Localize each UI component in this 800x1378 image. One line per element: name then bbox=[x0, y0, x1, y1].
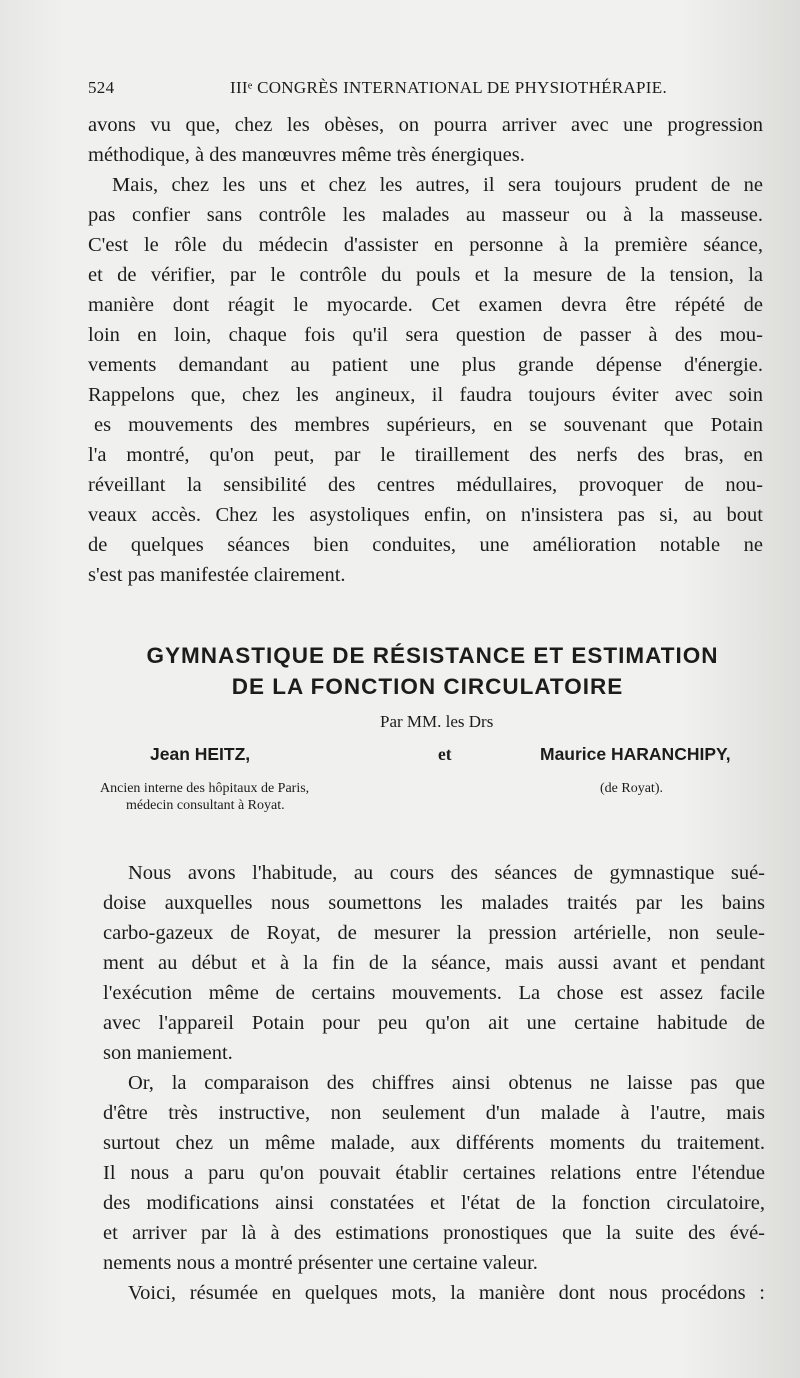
text-line: carbo-gazeux de Royat, de mesurer la pression artérielle, non seule- bbox=[103, 922, 765, 944]
text-line: d'être très instructive, non seulement d'un malade à l'autre, mais bbox=[103, 1102, 765, 1124]
text-line: surtout chez un même malade, aux différents moments du traitement. bbox=[103, 1132, 765, 1154]
text-line: méthodique, à des manœuvres même très énergiques. bbox=[88, 144, 525, 166]
text-line: s'est pas manifestée clairement. bbox=[88, 564, 346, 586]
text-line: Nous avons l'habitude, au cours des séances de gymnastique sué- bbox=[128, 862, 765, 884]
author-1-affiliation-line-2: médecin consultant à Royat. bbox=[126, 798, 285, 813]
author-1: Jean HEITZ, bbox=[150, 744, 251, 764]
text-line: Rappelons que, chez les angineux, il faudra toujours éviter avec soin bbox=[88, 384, 763, 406]
text-line: manière dont réagit le myocarde. Cet examen devra être répété de bbox=[88, 294, 763, 316]
journal-title: IIIᵉ CONGRÈS INTERNATIONAL DE PHYSIOTHÉRAPIE. bbox=[230, 78, 668, 97]
text-line: l'exécution même de certains mouvements. La chose est assez facile bbox=[103, 982, 765, 1004]
running-head bbox=[88, 78, 763, 102]
text-line: de quelques séances bien conduites, une amélioration notable ne bbox=[88, 534, 763, 556]
author-2-affiliation: (de Royat). bbox=[600, 781, 663, 796]
page-number: 524 bbox=[88, 78, 115, 97]
byline: Par MM. les Drs bbox=[380, 712, 494, 731]
text-line: des modifications ainsi constatées et l'état de la fonction circulatoire, bbox=[103, 1192, 765, 1214]
text-line: Or, la comparaison des chiffres ainsi obtenus ne laisse pas que bbox=[128, 1072, 765, 1094]
author-1-affiliation-line-1: Ancien interne des hôpitaux de Paris, bbox=[100, 781, 310, 796]
text-line: nements nous a montré présenter une certaine valeur. bbox=[103, 1252, 538, 1274]
text-line: doise auxquelles nous soumettons les malades traités par les bains bbox=[103, 892, 765, 914]
text-line: avec l'appareil Potain pour peu qu'on ait une certaine habitude de bbox=[103, 1012, 765, 1034]
text-line: Mais, chez les uns et chez les autres, il sera toujours prudent de ne bbox=[112, 174, 763, 196]
text-line: es mouvements des membres supérieurs, en se souvenant que Potain bbox=[94, 414, 763, 436]
text-line: l'a montré, qu'on peut, par le tiraillement des nerfs des bras, en bbox=[88, 444, 763, 466]
text-line: loin en loin, chaque fois qu'il sera question de passer à des mou- bbox=[88, 324, 763, 346]
article-title-line-2: DE LA FONCTION CIRCULATOIRE bbox=[231, 674, 624, 699]
text-line: Il nous a paru qu'on pouvait établir certaines relations entre l'étendue bbox=[103, 1162, 765, 1184]
text-line: et arriver par là à des estimations pronostiques que la suite des évé- bbox=[103, 1222, 765, 1244]
text-line: vements demandant au patient une plus grande dépense d'énergie. bbox=[88, 354, 763, 376]
text-line: avons vu que, chez les obèses, on pourra arriver avec une progression bbox=[88, 114, 763, 136]
text-line: Voici, résumée en quelques mots, la manière dont nous procédons : bbox=[128, 1282, 765, 1304]
text-line: et de vérifier, par le contrôle du pouls et la mesure de la tension, la bbox=[88, 264, 763, 286]
text-line: pas confier sans contrôle les malades au masseur ou à la masseuse. bbox=[88, 204, 763, 226]
text-line: réveillant la sensibilité des centres médullaires, provoquer de nou- bbox=[88, 474, 763, 496]
text-line: veaux accès. Chez les asystoliques enfin, on n'insistera pas si, au bout bbox=[88, 504, 763, 526]
text-line: son maniement. bbox=[103, 1042, 233, 1064]
article-title-line-1: GYMNASTIQUE DE RÉSISTANCE ET ESTIMATION bbox=[146, 643, 719, 668]
text-line: C'est le rôle du médecin d'assister en personne à la première séance, bbox=[88, 234, 763, 256]
text-line: ment au début et à la fin de la séance, mais aussi avant et pendant bbox=[103, 952, 765, 974]
author-conjunction: et bbox=[438, 744, 452, 764]
author-2: Maurice HARANCHIPY, bbox=[540, 744, 731, 764]
